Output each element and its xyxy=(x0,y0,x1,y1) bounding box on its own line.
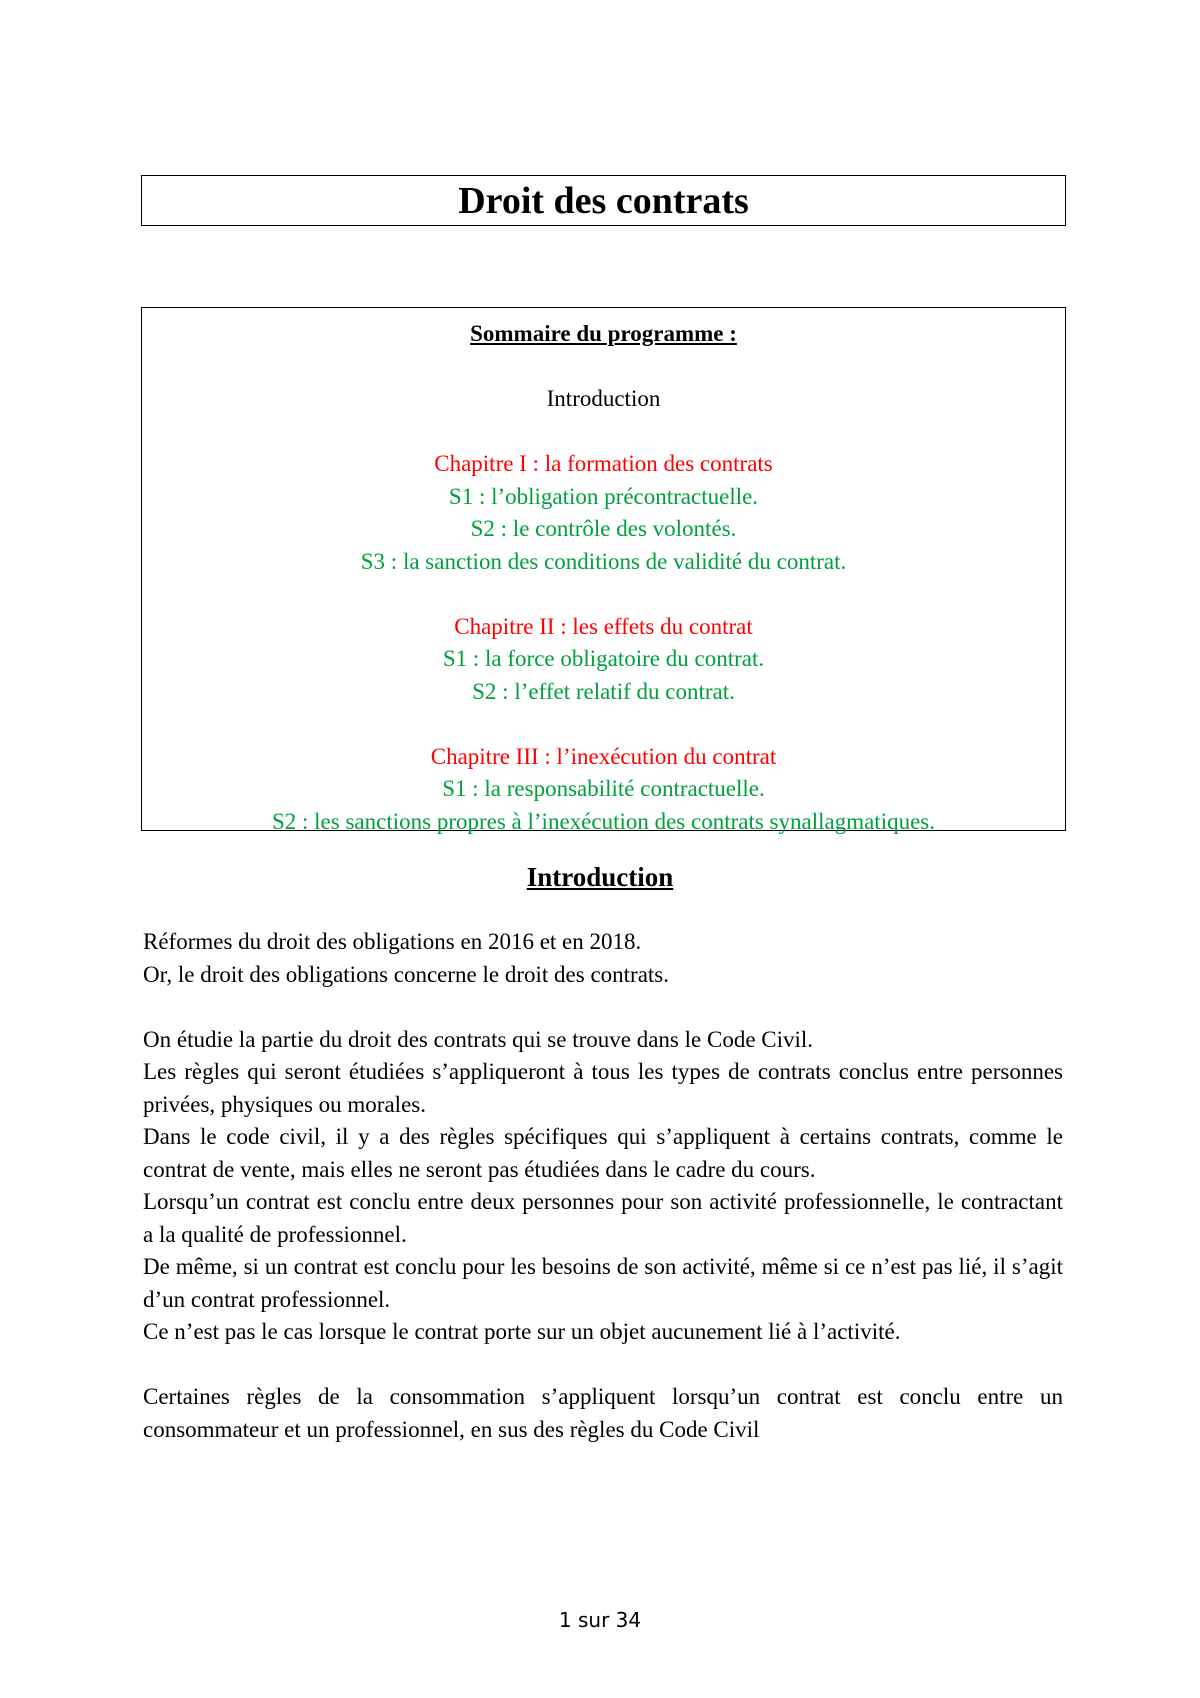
paragraph: Ce n’est pas le cas lorsque le contrat porte sur un objet aucunement lié à l’activité. xyxy=(143,1319,901,1344)
paragraph: On étudie la partie du droit des contrats qui se trouve dans le Code Civil. xyxy=(143,1026,814,1052)
section-item: S2 : le contrôle des volontés. xyxy=(470,516,737,541)
spacer xyxy=(142,416,1065,449)
section-item: S2 : l’effet relatif du contrat. xyxy=(472,678,735,704)
paragraph: Or, le droit des obligations concerne le droit des contrats. xyxy=(143,961,670,987)
introduction-body xyxy=(143,926,1063,1446)
summary-heading: Sommaire du programme : xyxy=(470,321,737,346)
spacer xyxy=(142,578,1065,611)
title-box xyxy=(141,175,1066,226)
page-number: 1 sur 34 xyxy=(558,1608,642,1632)
section-item: S1 : la force obligatoire du contrat. xyxy=(442,646,765,671)
paragraph: Lorsqu’un contrat est conclu entre deux personnes pour son activité professionnelle, le contractant a la qualité de professionnel. xyxy=(143,1189,1063,1247)
paragraph: Les règles qui seront étudiées s’appliqueront à tous les types de contrats conclus entre personnes privées, physiques ou morales. xyxy=(143,1059,1063,1117)
chapter-title: Chapitre III : l’inexécution du contrat xyxy=(430,743,777,769)
section-item: S3 : la sanction des conditions de validité du contrat. xyxy=(360,548,847,574)
spacer xyxy=(143,991,1063,1024)
document-title: Droit des contrats xyxy=(458,179,749,222)
spacer xyxy=(142,351,1065,384)
introduction-heading: Introduction xyxy=(526,862,674,892)
spacer xyxy=(142,708,1065,741)
paragraph: Dans le code civil, il y a des règles spécifiques qui s’appliquent à certains contrats, comme le contrat de vente, mais elles ne seront pas étudiées dans le cadre du cours. xyxy=(143,1124,1063,1182)
summary-box xyxy=(141,307,1066,834)
paragraph: De même, si un contrat est conclu pour les besoins de son activité, même si ce n’est pas lié, il s’agit d’un contrat professionnel. xyxy=(143,1254,1063,1312)
chapter-title: Chapitre II : les effets du contrat xyxy=(454,613,753,639)
section-item: S2 : les sanctions propres à l’inexécution des contrats synallagmatiques. xyxy=(271,808,935,834)
paragraph: Certaines règles de la consommation s’appliquent lorsqu’un contrat est conclu entre un consommateur et un professionnel, en sus des règles du Code Civil xyxy=(143,1384,1063,1442)
paragraph: Réformes du droit des obligations en 2016 et en 2018. xyxy=(143,929,642,954)
summary-introduction: Introduction xyxy=(546,386,661,411)
spacer xyxy=(143,1349,1063,1382)
section-item: S1 : l’obligation précontractuelle. xyxy=(448,483,759,509)
chapter-title: Chapitre I : la formation des contrats xyxy=(434,451,773,476)
section-item: S1 : la responsabilité contractuelle. xyxy=(442,776,765,801)
